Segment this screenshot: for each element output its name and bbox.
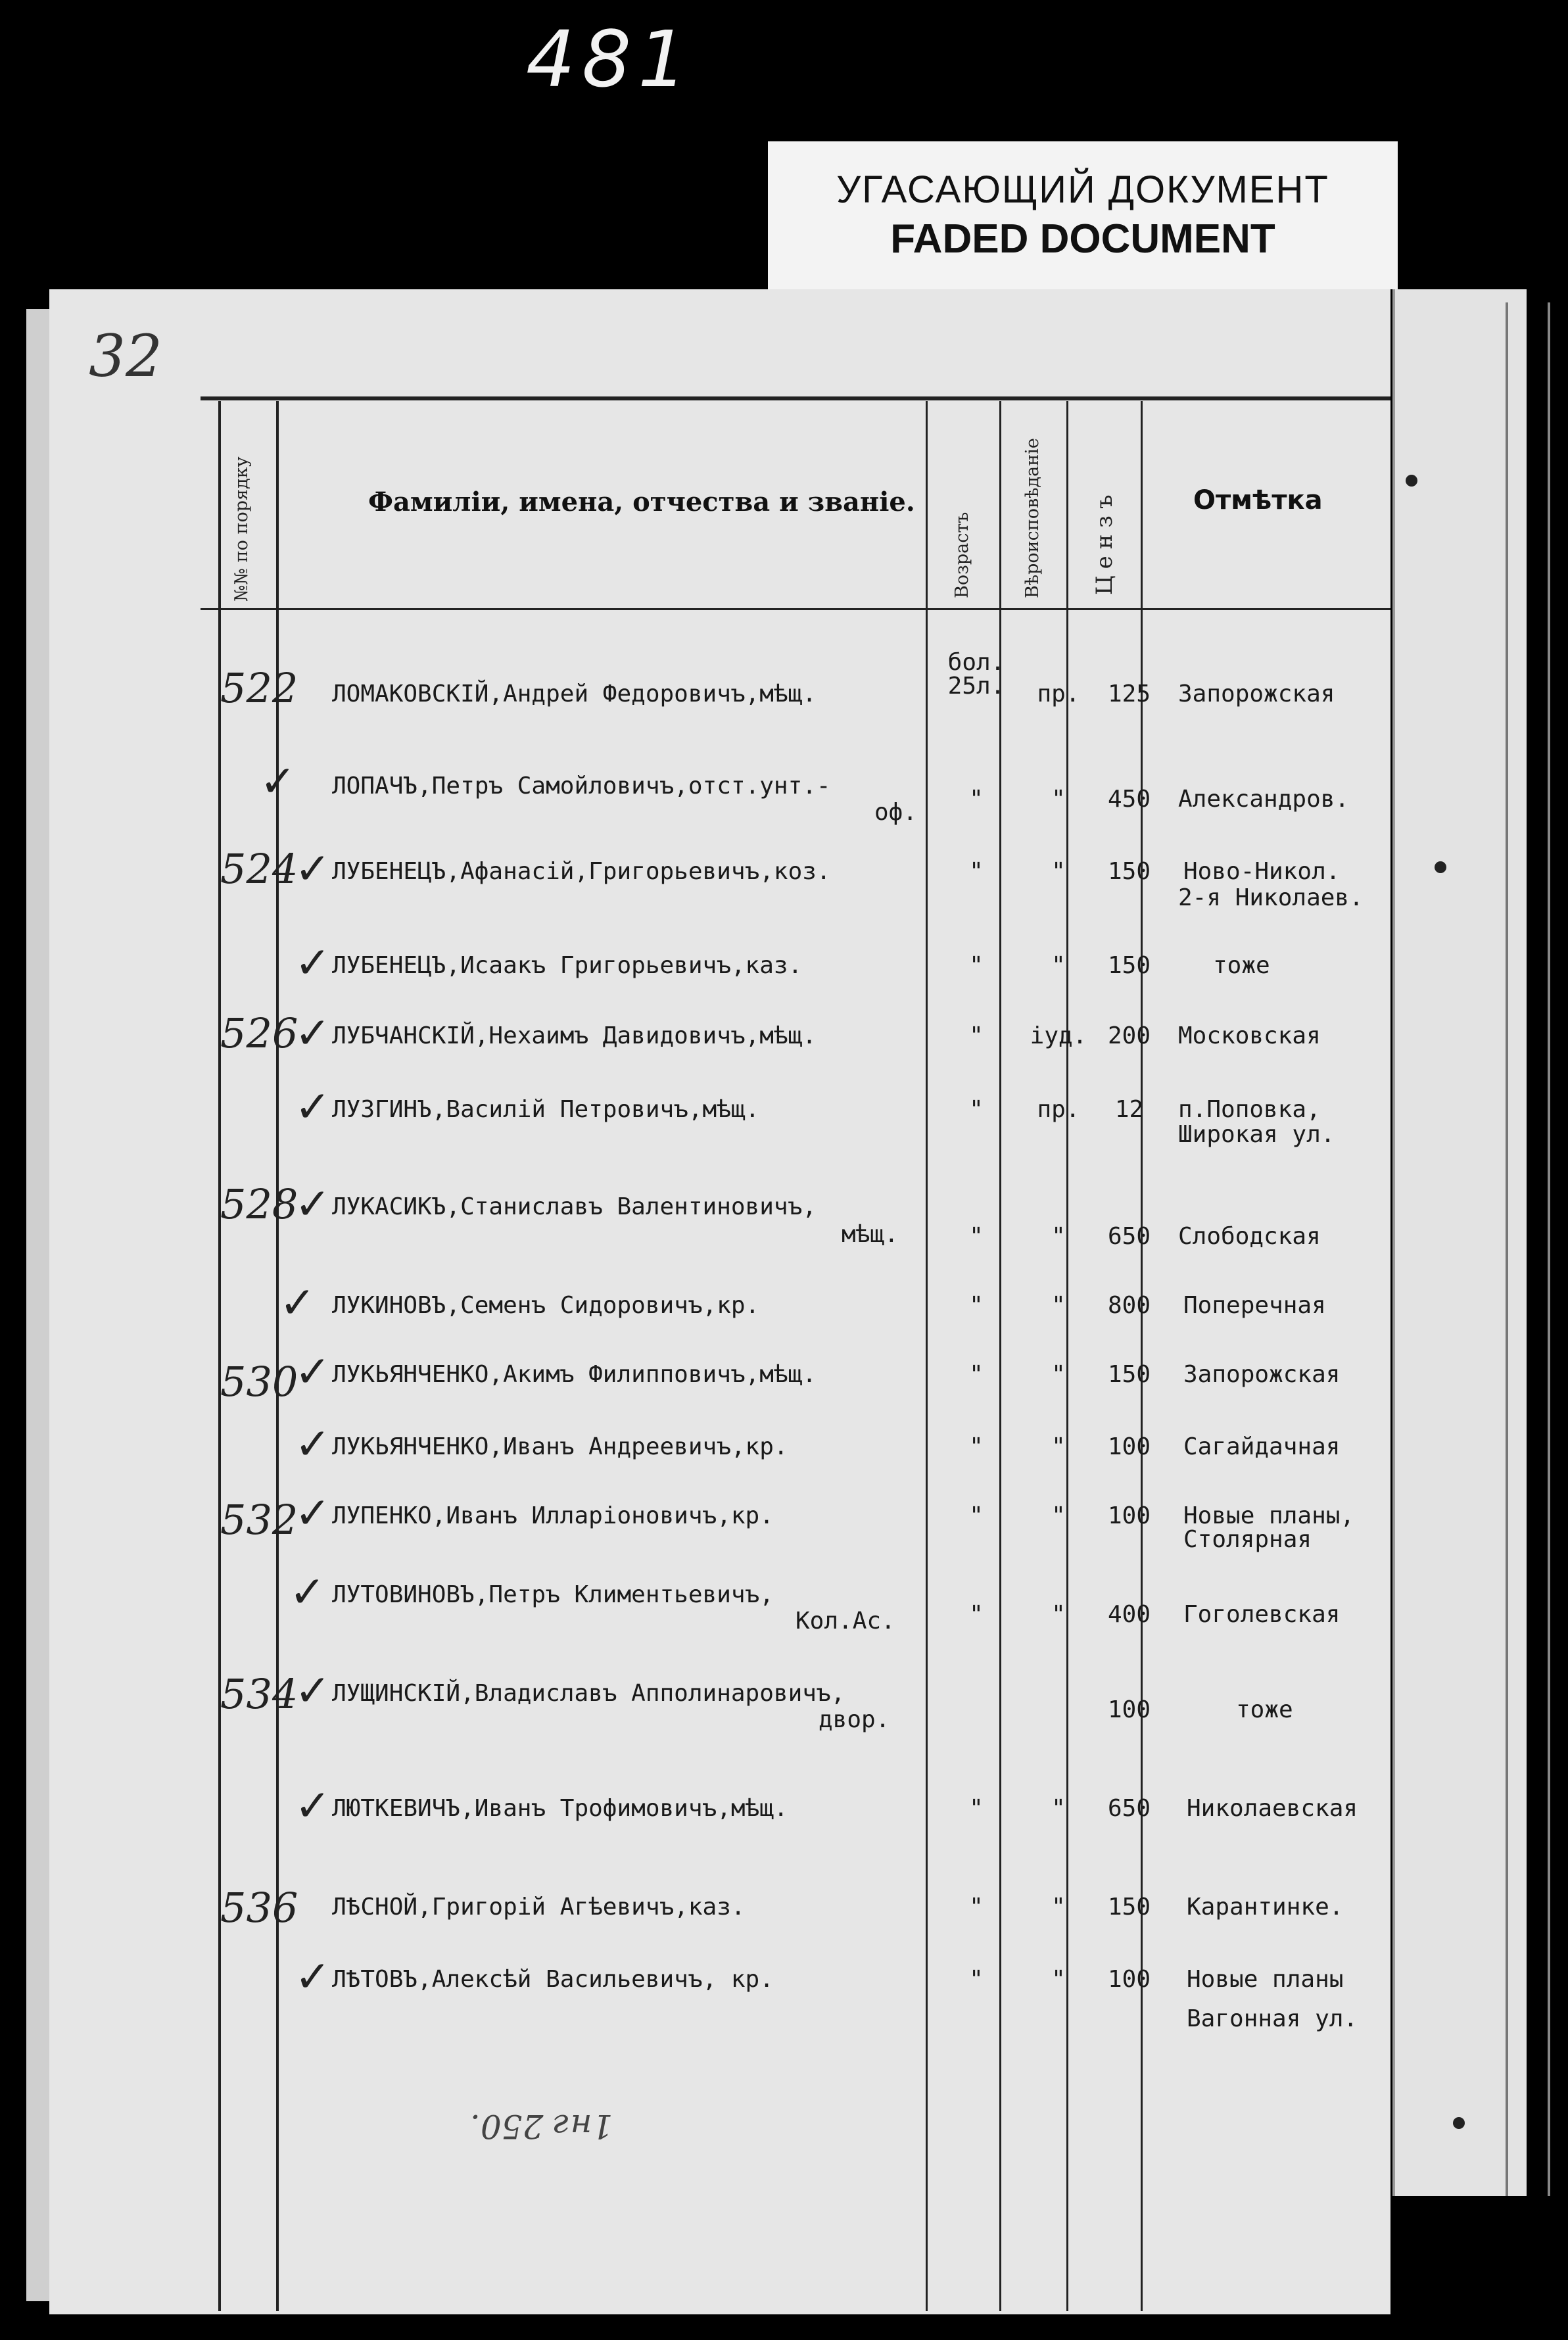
row-age: " — [969, 1292, 984, 1319]
row-name: ЛУТОВИНОВЪ,Петръ Климентьевичъ, — [332, 1581, 774, 1608]
row-name: ЛУПЕНКО,Иванъ Илларіоновичъ,кр. — [332, 1502, 774, 1529]
header-religion: Вѣроисповѣданіе — [1022, 438, 1043, 598]
row-mark: Ново-Никол. — [1183, 858, 1341, 885]
check-mark-icon: ✓ — [295, 1780, 331, 1831]
row-census: 100 — [1107, 1696, 1151, 1723]
row-mark: Новые планы, — [1183, 1502, 1355, 1529]
binding-hole — [1406, 475, 1417, 487]
check-mark-icon: ✓ — [295, 1082, 331, 1132]
check-mark-icon: ✓ — [295, 1665, 331, 1716]
row-name: ЛУЩИНСКІЙ,Владиславъ Апполинаровичъ, — [332, 1680, 845, 1707]
table-header-rule — [201, 608, 1390, 610]
row-religion: " — [1051, 1361, 1066, 1388]
check-mark-icon: ✓ — [295, 844, 331, 894]
row-name-continued: Кол.Ас. — [796, 1608, 895, 1635]
row-age: " — [969, 1502, 984, 1529]
header-mark: Отмѣтка — [1193, 485, 1323, 515]
row-religion: " — [1051, 952, 1066, 979]
row-religion: " — [1051, 858, 1066, 885]
row-name: ЛУБЕНЕЦЪ,Афанасій,Григорьевичъ,коз. — [332, 858, 831, 885]
row-name: ЛУБЧАНСКІЙ,Нехаимъ Давидовичъ,мѣщ. — [332, 1022, 817, 1049]
row-mark: Московская — [1178, 1022, 1321, 1049]
row-number: 524 — [220, 845, 298, 893]
row-mark: Новые планы — [1187, 1966, 1344, 1993]
row-census: 450 — [1107, 786, 1151, 813]
row-age: " — [969, 1022, 984, 1049]
row-census: 150 — [1107, 1894, 1151, 1921]
row-name: ЛОМАКОВСКІЙ,Андрей Федоровичъ,мѣщ. — [332, 681, 817, 707]
archive-number: 481 — [526, 14, 694, 105]
row-name: ЛУКЬЯНЧЕНКО,Акимъ Филипповичъ,мѣщ. — [332, 1361, 817, 1388]
check-mark-icon: ✓ — [279, 1277, 316, 1328]
row-age: бол. 25л. — [947, 649, 1005, 700]
faded-label-ru: УГАСАЮЩИЙ ДОКУМЕНТ — [836, 168, 1329, 211]
page-number: 32 — [89, 322, 162, 390]
row-name: ЛЮТКЕВИЧЪ,Иванъ Трофимовичъ,мѣщ. — [332, 1795, 788, 1822]
header-name: Фамиліи, имена, отчества и званіе. — [368, 487, 915, 517]
row-mark: п.Поповка, — [1178, 1096, 1321, 1123]
row-name: ЛУБЕНЕЦЪ,Исаакъ Григорьевичъ,каз. — [332, 952, 803, 979]
row-name: ЛѢТОВЪ,Алексѣй Васильевичъ, кр. — [332, 1966, 774, 1993]
row-mark: Поперечная — [1183, 1292, 1326, 1319]
faded-document-label — [768, 141, 1398, 289]
row-census: 400 — [1107, 1601, 1151, 1628]
row-number: 522 — [220, 664, 298, 712]
check-mark-icon: ✓ — [295, 1419, 331, 1469]
row-mark: Сагайдачная — [1183, 1433, 1341, 1460]
row-age: " — [969, 1966, 984, 1993]
row-census: 150 — [1107, 858, 1151, 885]
row-mark: Александров. — [1178, 786, 1350, 813]
header-census: Цензъ — [1091, 488, 1118, 595]
check-mark-icon: ✓ — [295, 938, 331, 988]
row-name-continued: двор. — [819, 1706, 890, 1733]
column-rule — [926, 401, 928, 2311]
row-number: 534 — [220, 1670, 298, 1718]
row-census: 125 — [1107, 681, 1151, 707]
table-top-rule — [201, 396, 1390, 400]
row-census: 150 — [1107, 952, 1151, 979]
row-age: " — [969, 1601, 984, 1628]
row-mark: Запорожская — [1183, 1361, 1341, 1388]
check-mark-icon: ✓ — [295, 1488, 331, 1539]
row-number: 528 — [220, 1180, 298, 1228]
row-name: ЛУКЬЯНЧЕНКО,Иванъ Андреевичъ,кр. — [332, 1433, 788, 1460]
inverted-stamp-note: 1нг 250. — [470, 2107, 613, 2145]
row-name: ЛУКАСИКЪ,Станиславъ Валентиновичъ, — [332, 1193, 817, 1220]
row-census: 650 — [1107, 1223, 1151, 1250]
row-religion: " — [1051, 1223, 1066, 1250]
row-number: 530 — [220, 1358, 298, 1406]
row-mark-continued: Широкая ул. — [1178, 1121, 1335, 1148]
check-mark-icon: ✓ — [295, 1008, 331, 1059]
row-census: 200 — [1107, 1022, 1151, 1049]
binding-hole — [1435, 861, 1446, 873]
row-age: " — [969, 1795, 984, 1822]
row-age: " — [969, 1096, 984, 1123]
row-age: " — [969, 1223, 984, 1250]
page-edge-lines — [1506, 302, 1550, 2196]
row-age: " — [969, 1361, 984, 1388]
row-census: 12 — [1114, 1096, 1144, 1123]
row-name: ЛОПАЧЪ,Петръ Самойловичъ,отст.унт.- — [332, 773, 831, 800]
row-mark: Гоголевская — [1183, 1601, 1341, 1628]
header-age: Возрастъ — [952, 512, 972, 598]
row-age: " — [969, 952, 984, 979]
row-census: 650 — [1107, 1795, 1151, 1822]
row-mark: тоже — [1213, 952, 1270, 979]
row-number: 526 — [220, 1009, 298, 1057]
row-religion: " — [1051, 1433, 1066, 1460]
row-mark: Карантинке. — [1187, 1894, 1344, 1921]
row-name-continued: мѣщ. — [842, 1221, 899, 1248]
row-religion: " — [1051, 1502, 1066, 1529]
row-name-continued: оф. — [874, 799, 918, 826]
check-mark-icon: ✓ — [289, 1567, 326, 1617]
row-religion: " — [1051, 1292, 1066, 1319]
row-mark: Николаевская — [1187, 1795, 1358, 1822]
check-mark-icon: ✓ — [295, 1347, 331, 1397]
binding-hole — [1453, 2117, 1465, 2129]
row-name: ЛУКИНОВЪ,Семенъ Сидоровичъ,кр. — [332, 1292, 760, 1319]
check-mark-icon: ✓ — [295, 1179, 331, 1230]
check-mark-icon: ✓ — [295, 1951, 331, 2002]
row-mark-continued: Вагонная ул. — [1187, 2005, 1358, 2032]
row-number: 532 — [220, 1496, 298, 1544]
row-mark: Слободская — [1178, 1223, 1321, 1250]
row-age: " — [969, 858, 984, 885]
row-religion: " — [1051, 1601, 1066, 1628]
row-religion: " — [1051, 1795, 1066, 1822]
row-name: ЛѢСНОЙ,Григорій Агѣевичъ,каз. — [332, 1894, 746, 1921]
row-name: ЛУЗГИНЪ,Василій Петровичъ,мѣщ. — [332, 1096, 760, 1123]
row-census: 800 — [1107, 1292, 1151, 1319]
row-census: 150 — [1107, 1361, 1151, 1388]
row-mark-continued: 2-я Николаев. — [1178, 884, 1364, 911]
row-religion: " — [1051, 786, 1066, 813]
row-religion: " — [1051, 1894, 1066, 1921]
row-number: 536 — [220, 1884, 298, 1932]
row-age: " — [969, 786, 984, 813]
row-age: " — [969, 1894, 984, 1921]
header-num: №№ по порядку — [231, 456, 252, 602]
row-mark-continued: Столярная — [1183, 1526, 1312, 1553]
row-mark: Запорожская — [1178, 681, 1335, 707]
check-mark-icon: ✓ — [260, 756, 297, 807]
row-religion: пр. — [1037, 1096, 1080, 1123]
row-mark: тоже — [1236, 1696, 1293, 1723]
row-census: 100 — [1107, 1433, 1151, 1460]
row-census: 100 — [1107, 1966, 1151, 1993]
row-census: 100 — [1107, 1502, 1151, 1529]
row-religion: пр. — [1037, 681, 1080, 707]
faded-label-en: FADED DOCUMENT — [890, 216, 1275, 262]
row-religion: " — [1051, 1966, 1066, 1993]
row-age: " — [969, 1433, 984, 1460]
row-religion: іуд. — [1030, 1022, 1087, 1049]
